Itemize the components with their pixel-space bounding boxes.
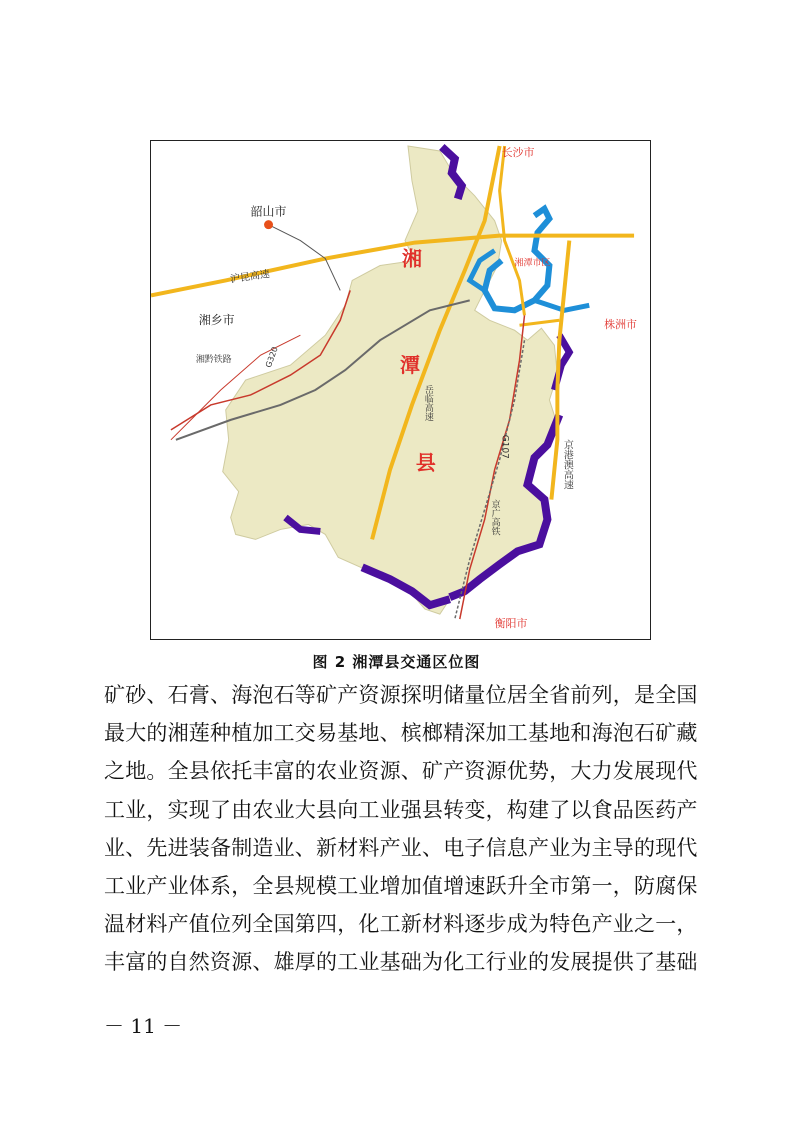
label-xiang-char: 湘 [401,247,422,271]
body-line: 丰富的自然资源、雄厚的工业基础为化工行业的发展提供了基础 [104,950,698,975]
label-xiangqian-rail: 湘黔铁路 [195,355,232,366]
body-line: 工业产业体系，全县规模工业增加值增速跃升全市第一，防腐保 [104,873,698,898]
body-line: 矿砂、石膏、海泡石等矿产资源探明储量位居全省前列，是全国 [104,683,698,707]
map-drawing [151,141,650,639]
label-zhuzhou: 株洲市 [604,318,637,332]
label-jinggangao-exp: 京港澳高速 [561,439,573,490]
shaoshan-city-dot [264,220,273,229]
page-number: － 11 － [104,1014,183,1038]
label-yuelin-exp: 岳临高速 [422,385,433,421]
label-xian-char: 县 [415,451,436,475]
label-hukun: 沪昆高速 [229,268,271,286]
body-line: 温材料产值位列全国第四，化工新材料逐步成为特色产业之一， [104,912,698,937]
body-line: 最大的湘莲种植加工交易基地、槟榔精深加工基地和海泡石矿藏 [104,721,698,746]
label-g320: G320 [263,345,280,369]
label-hengyang: 衡阳市 [494,617,528,631]
label-changsha: 长沙市 [501,145,535,159]
label-shaoshan: 韶山市 [250,204,287,219]
label-tan-char: 潭 [400,354,420,378]
highway-link [500,146,525,315]
traffic-location-map [150,140,651,640]
highway-zhuzhou-link [520,320,560,325]
body-line: 之地。全县依托丰富的农业资源、矿产资源优势，大力发展现代 [104,759,698,784]
label-jinggang-rail: 京广高铁 [489,499,500,536]
body-line: 工业，实现了由农业大县向工业强县转变，构建了以食品医药产 [104,797,698,822]
figure-caption: 图 2 湘潭县交通区位图 [312,653,481,671]
body-line: 业、先进装备制造业、新材料产业、电子信息产业为主导的现代 [104,835,698,860]
label-xiangxiang: 湘乡市 [198,313,235,328]
label-xiangtan-city: 湘潭市区 [514,258,551,269]
body-paragraph [104,676,698,982]
label-g107: G107 [499,434,510,459]
